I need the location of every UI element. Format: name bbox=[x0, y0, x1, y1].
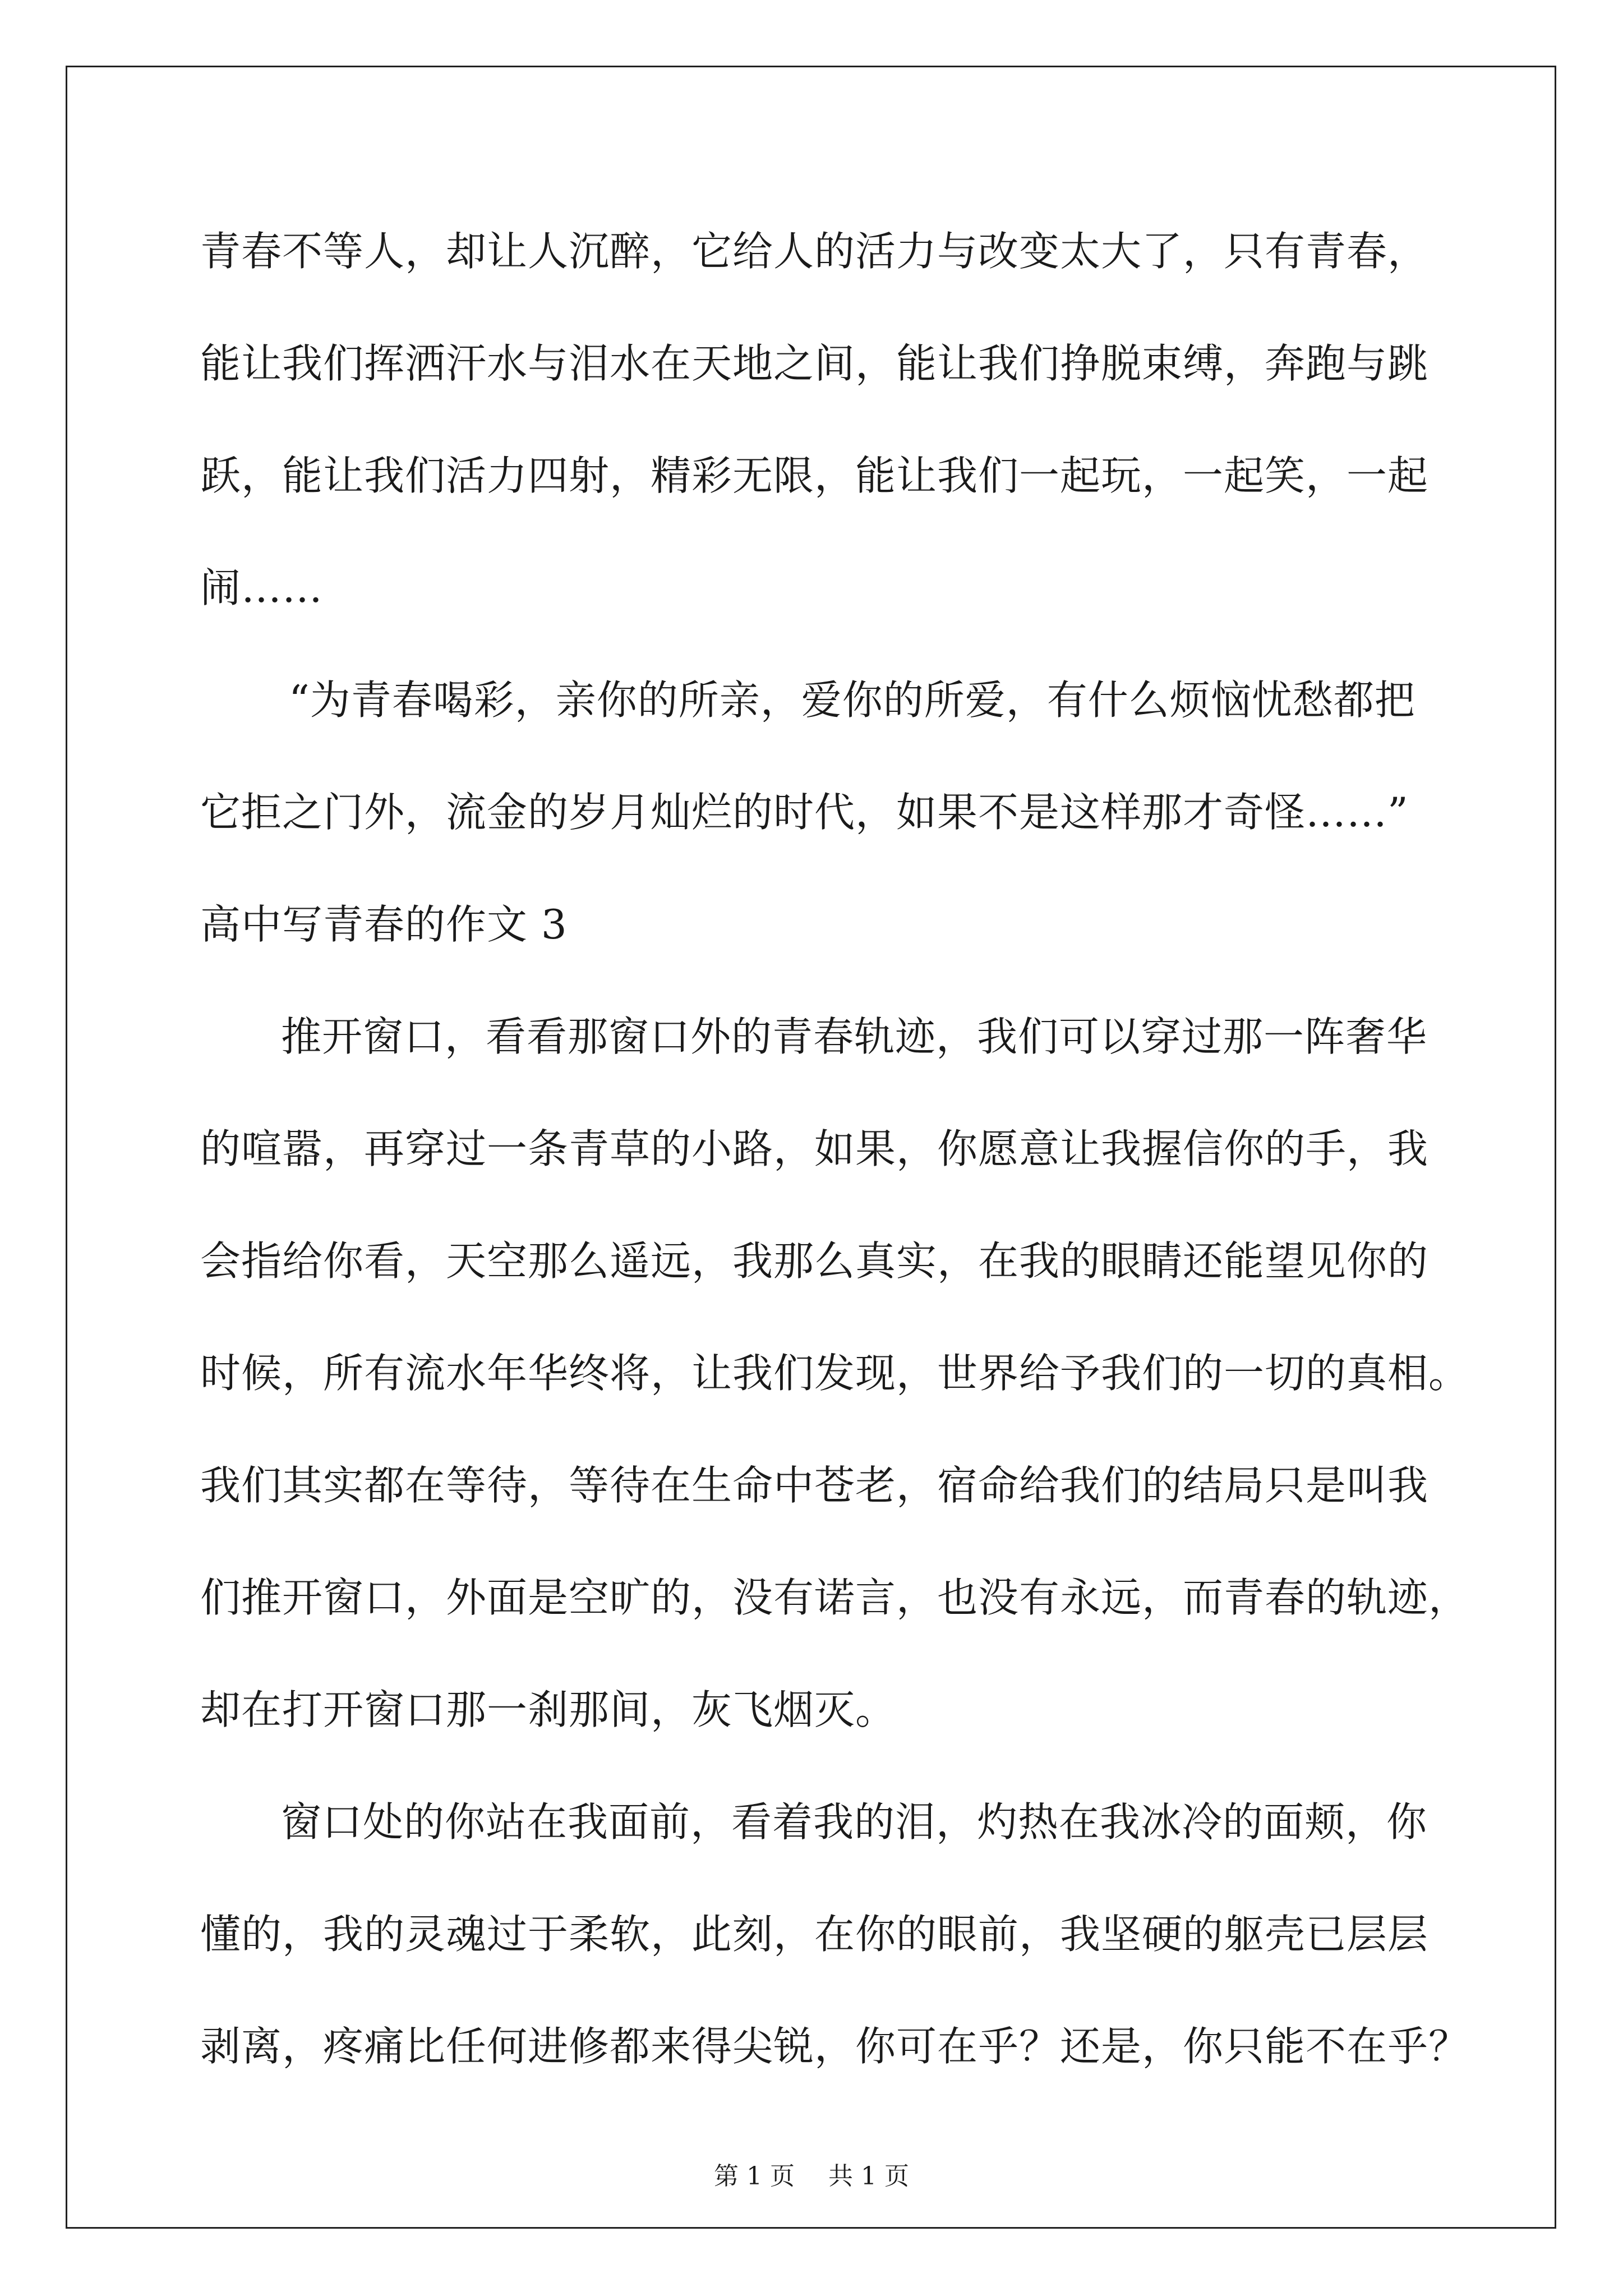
text-line: 闹…… bbox=[200, 564, 324, 611]
document-body bbox=[200, 218, 1470, 2125]
text-line: 窗口处的你站在我面前，看着我的泪，灼热在我冰冷的面颊，你 bbox=[281, 1798, 1428, 1846]
text-line: 青春不等人，却让人沉醉，它给人的活力与改变太大了，只有青春， bbox=[200, 228, 1429, 275]
quote-line: “为青春喝彩，亲你的所亲，爱你的所爱，有什么烦恼忧愁都把 bbox=[289, 677, 1415, 724]
page-number: 第 1 页 bbox=[714, 2162, 795, 2191]
section-heading: 高中写青春的作文 3 bbox=[200, 901, 568, 948]
text-line: 跃，能让我们活力四射，精彩无限，能让我们一起玩，一起笑，一起 bbox=[200, 452, 1429, 499]
text-line: 时候，所有流水年华终将，让我们发现，世界给予我们的一切的真相。 bbox=[200, 1350, 1470, 1397]
text-line: 推开窗口，看看那窗口外的青春轨迹，我们可以穿过那一阵奢华 bbox=[281, 1013, 1428, 1060]
text-line: 剥离，疼痛比任何进修都来得尖锐，你可在乎？还是，你只能不在乎？ bbox=[200, 2023, 1470, 2070]
text-line: 懂的，我的灵魂过于柔软，此刻，在你的眼前，我坚硬的躯壳已层层 bbox=[200, 1911, 1429, 1958]
text-line: 我们其实都在等待，等待在生命中苍老，宿命给我们的结局只是叫我 bbox=[200, 1462, 1429, 1509]
page-total: 共 1 页 bbox=[828, 2162, 909, 2191]
page-footer bbox=[0, 2160, 1623, 2193]
text-line: 能让我们挥洒汗水与泪水在天地之间，能让我们挣脱束缚，奔跑与跳 bbox=[200, 340, 1429, 387]
quote-line: 它拒之门外，流金的岁月灿烂的时代，如果不是这样那才奇怪……” bbox=[200, 789, 1409, 836]
text-line: 们推开窗口，外面是空旷的，没有诺言，也没有永远，而青春的轨迹， bbox=[200, 1574, 1470, 1621]
text-line: 的喧嚣，再穿过一条青草的小路，如果，你愿意让我握信你的手，我 bbox=[200, 1125, 1429, 1172]
text-line: 却在打开窗口那一刹那间，灰飞烟灭。 bbox=[200, 1686, 897, 1733]
text-line: 会指给你看，天空那么遥远，我那么真实，在我的眼睛还能望见你的 bbox=[200, 1237, 1429, 1285]
